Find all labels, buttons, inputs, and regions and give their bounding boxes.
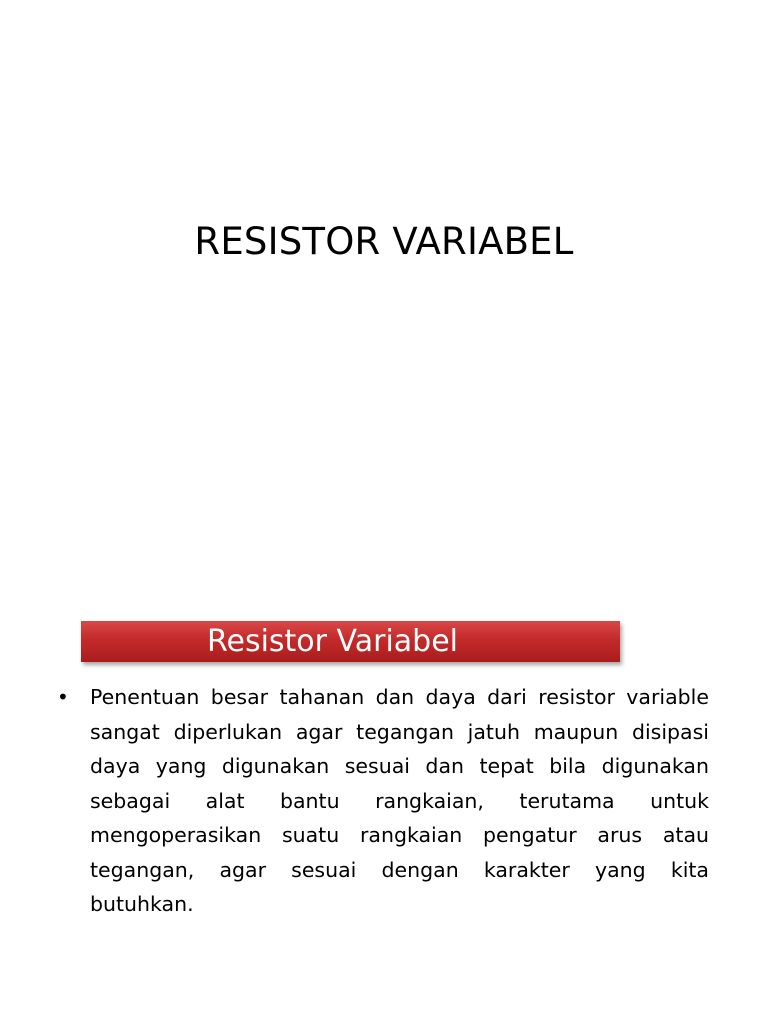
- bullet-dot-icon: •: [57, 685, 69, 709]
- bullet-text: Penentuan besar tahanan dan daya dari resistor variable sangat diperlukan agar tegangan jatuh maupun disipasi daya yang digunakan sesuai dan tepat bila digunakan sebagai alat bantu rangkaian, terutama untuk mengoperasikan suatu rangkaian pengatur arus atau tegangan, agar sesuai dengan karakter yang kita butuhkan.: [90, 685, 709, 916]
- bullet-item: [57, 680, 709, 922]
- section-banner-title: Resistor Variabel: [207, 624, 459, 659]
- section-banner: [81, 621, 620, 662]
- bullet-list: [57, 680, 709, 922]
- slide-title: RESISTOR VARIABEL: [194, 220, 574, 263]
